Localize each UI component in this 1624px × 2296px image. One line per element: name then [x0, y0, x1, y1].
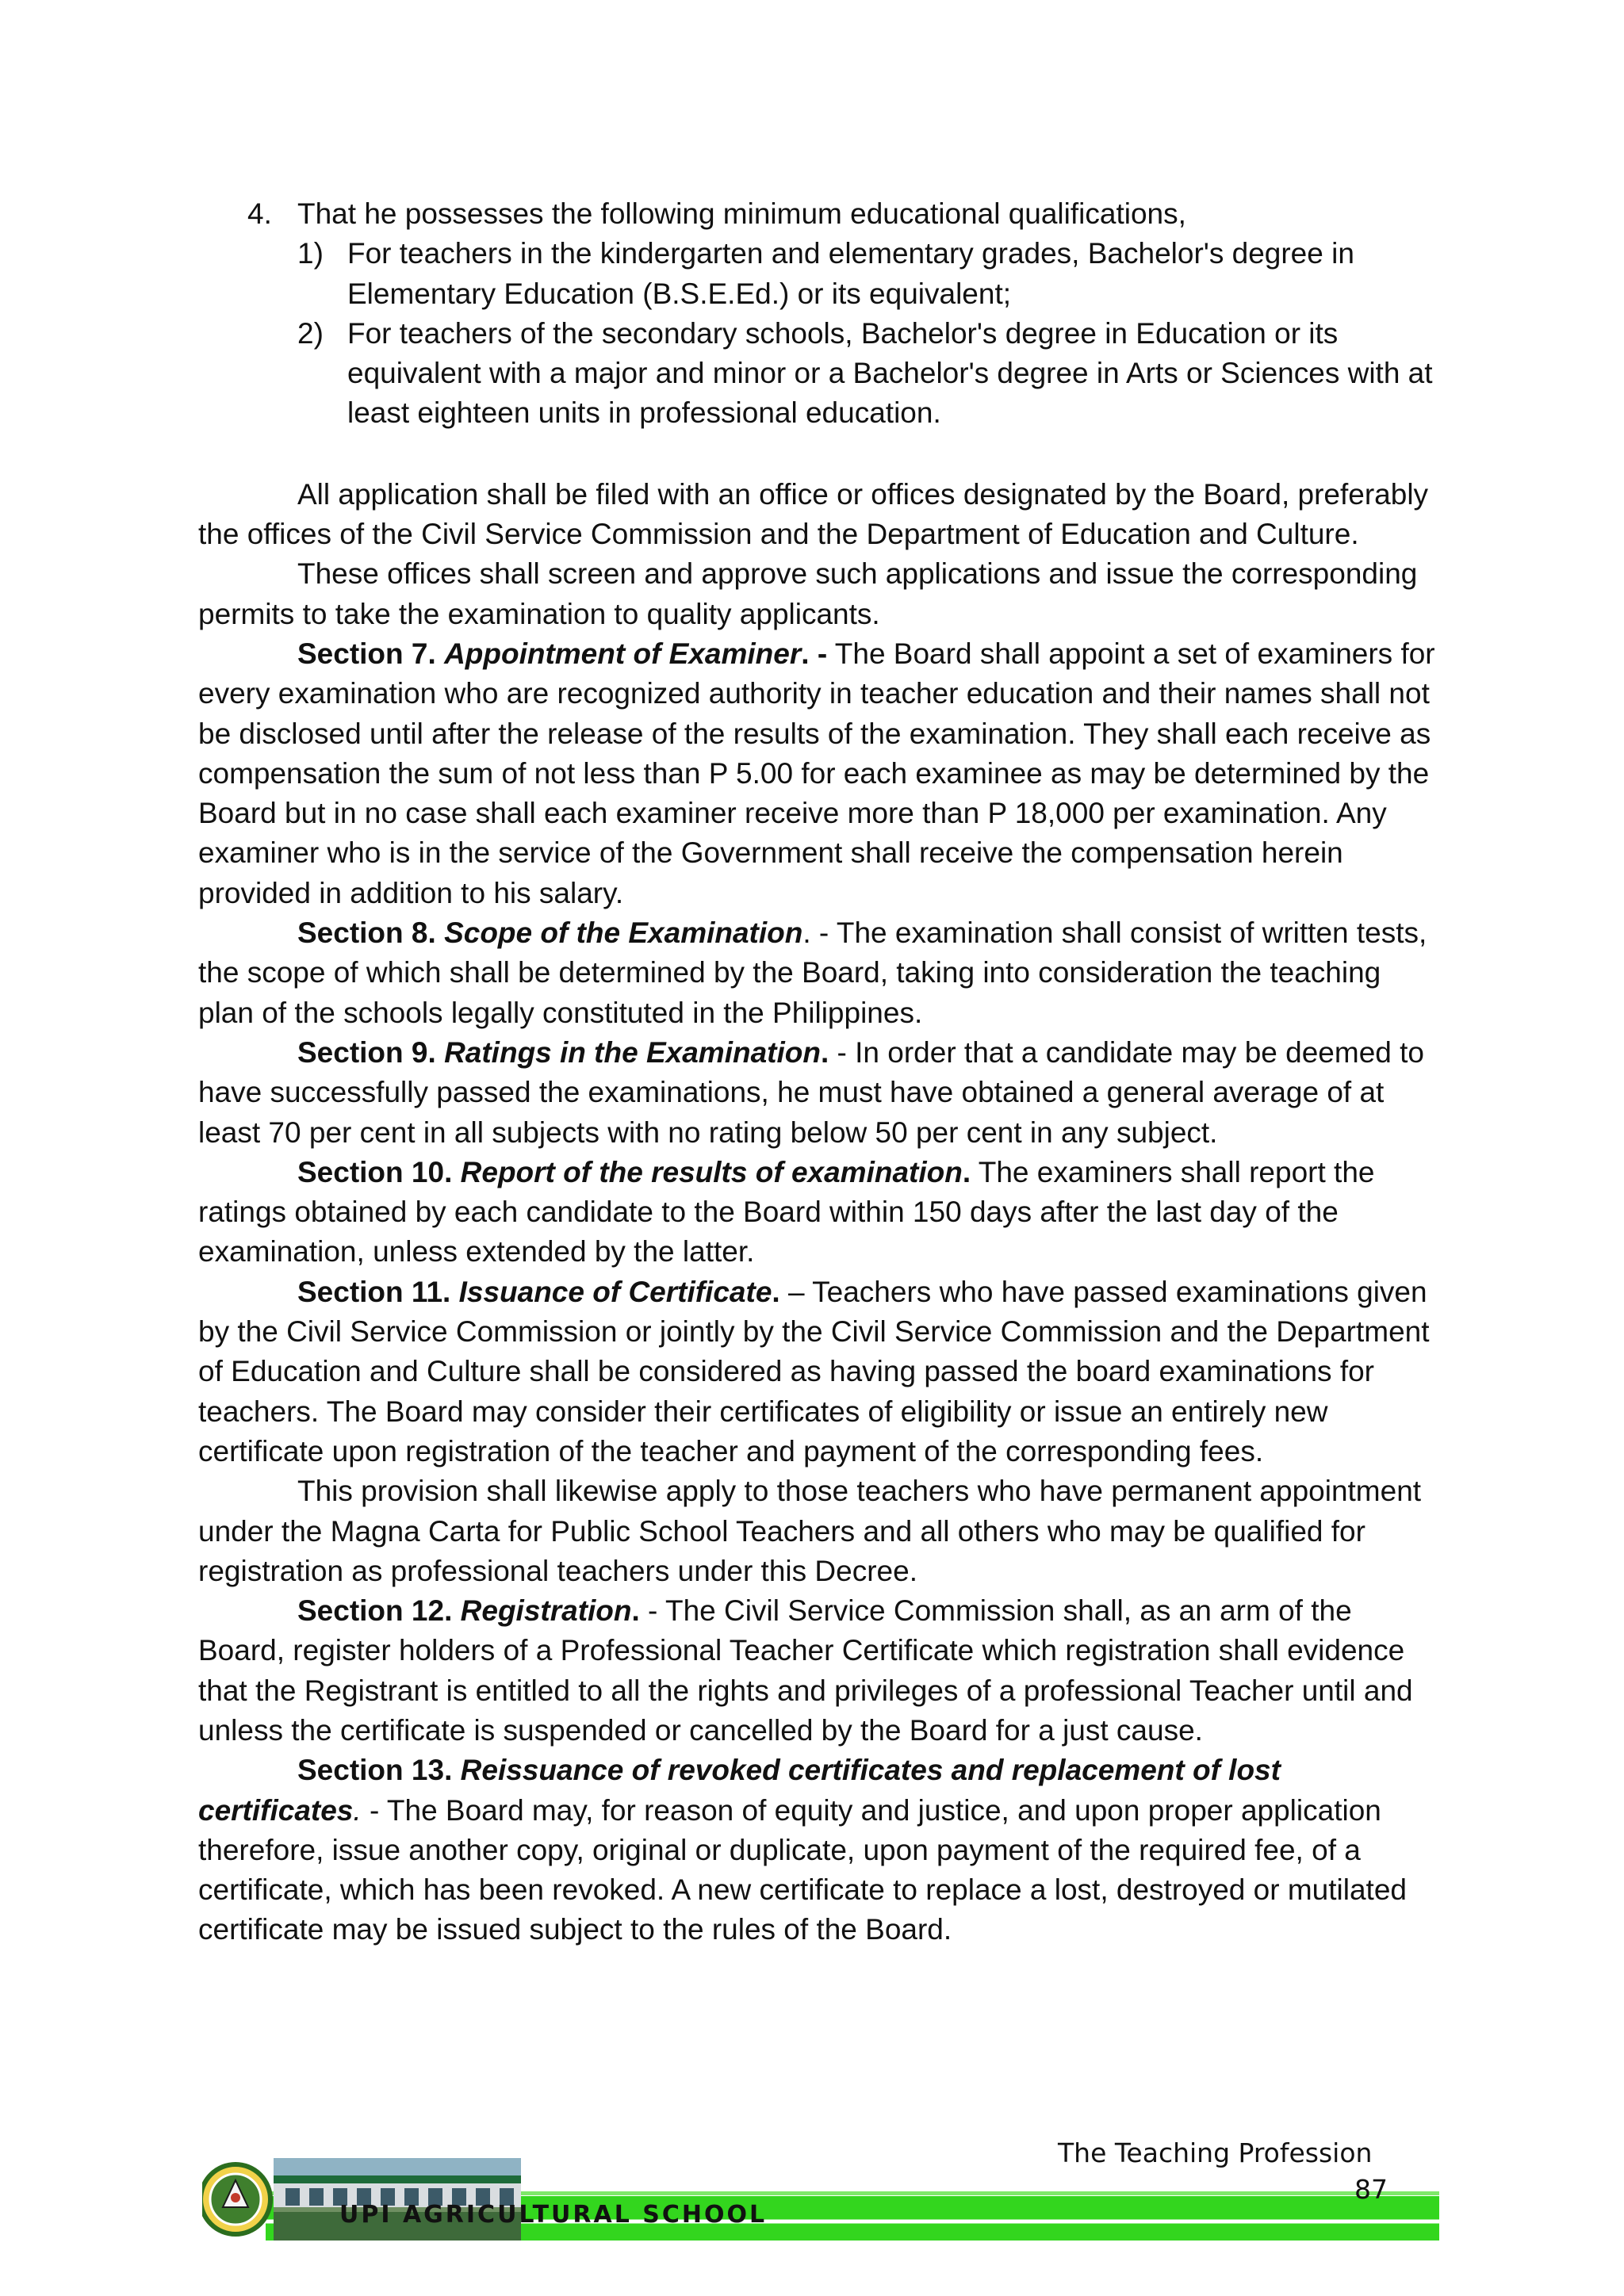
section-12	[198, 1591, 1443, 1751]
list-item-text: For teachers in the kindergarten and elementary grades, Bachelor's degree in Elementary Education (B.S.E.Ed.) or its equivalent;	[347, 237, 1354, 310]
page-body	[198, 194, 1443, 1950]
page-number: 87	[1354, 2174, 1388, 2205]
section-13	[198, 1751, 1443, 1950]
section-title: Issuance of Certificate	[458, 1275, 772, 1308]
section-label: Section 9.	[297, 1035, 436, 1069]
section-title: Report of the results of examination	[460, 1155, 963, 1188]
school-seal-logo	[202, 2164, 270, 2234]
footer-school-name: UPI AGRICULTURAL SCHOOL	[339, 2201, 768, 2229]
section-label: Section 12.	[297, 1594, 453, 1628]
section-separator: .	[962, 1155, 971, 1188]
section-label: Section 8.	[297, 916, 436, 950]
section-title: Appointment of Examiner	[444, 637, 802, 670]
section-body: . - The examination shall consist of written tests, the scope of which shall be determined by the Board, taking into consideration the teaching plan of the schools legally constituted in the Philippines.	[198, 916, 1427, 1029]
section-9	[198, 1033, 1443, 1153]
section-label: Section 10.	[297, 1155, 453, 1188]
section-separator: .	[631, 1594, 640, 1628]
sub-list-item-1	[198, 234, 1443, 314]
list-item-text: For teachers of the secondary schools, Bachelor's degree in Education or its equivalent with a major and minor or a Bachelor's degree in Arts or Sciences with at least eighteen units in professional education.	[347, 316, 1433, 430]
section-body: The examiners shall report the ratings obtained by each candidate to the Board within 150 days after the last day of the examination, unless extended by the latter.	[198, 1155, 1375, 1269]
list-number: 4.	[247, 197, 272, 230]
section-label: Section 13.	[297, 1754, 453, 1787]
list-number: 2)	[297, 316, 324, 350]
sub-list-item-2	[198, 314, 1443, 434]
section-title: Reissuance of revoked certificates and replacement of lost certificates	[198, 1754, 1281, 1827]
section-body: - The Civil Service Commission shall, as an arm of the Board, register holders of a Professional Teacher Certificate which registration shall evidence that the Registrant is entitled to all the rights and privileges of a professional Teacher until and unless the certificate is suspended or cancelled by the Board for a just cause.	[198, 1594, 1413, 1747]
section-body: – Teachers who have passed examinations given by the Civil Service Commission or jointly by the Civil Service Commission and the Department of Education and Culture shall be considered as having passed the board examinations for teachers. The Board may consider their certificates of eligibility or issue an entirely new certificate upon registration of the teacher and payment of the corresponding fees.	[198, 1275, 1430, 1468]
section-body: - The Board may, for reason of equity and justice, and upon proper application therefore, issue another copy, original or duplicate, upon payment of the required fee, of a certificate, which has been revoked. A new certificate to replace a lost, destroyed or mutilated certificate may be issued subject to the rules of the Board.	[198, 1793, 1407, 1946]
paragraph-gap	[198, 434, 1443, 475]
section-separator: .	[353, 1793, 362, 1827]
section-separator: . -	[801, 637, 828, 670]
section-separator: .	[820, 1035, 829, 1069]
section-title: Ratings in the Examination	[444, 1035, 821, 1069]
list-number: 1)	[297, 237, 324, 270]
section-body: The Board shall appoint a set of examiners for every examination who are recognized authority in teacher education and their names shall not be disclosed until after the release of the results of the examination. They shall each receive as compensation the sum of not less than P 5.00 for each examinee as may be determined by the Board but in no case shall each examiner receive more than P 18,000 per examination. Any examiner who is in the service of the Government shall receive the compensation herein provided in addition to his salary.	[198, 637, 1435, 909]
section-title: Scope of the Examination	[444, 916, 803, 950]
section-title: Registration	[460, 1594, 632, 1628]
section-separator: .	[772, 1275, 780, 1308]
list-item-text: That he possesses the following minimum educational qualifications,	[297, 197, 1186, 230]
section-8	[198, 913, 1443, 1033]
section-7	[198, 634, 1443, 913]
list-item-4	[198, 194, 1443, 234]
paragraph-applications: All application shall be filed with an office or offices designated by the Board, preferably the offices of the Civil Service Commission and the Department of Education and Culture.	[198, 477, 1429, 551]
section-11	[198, 1272, 1443, 1471]
footer-book-title: The Teaching Profession	[1058, 2137, 1373, 2168]
paragraph-provision: This provision shall likewise apply to those teachers who have permanent appointment under the Magna Carta for Public School Teachers and all others who may be qualified for registration as professional teachers under this Decree.	[198, 1475, 1422, 1587]
section-label: Section 7.	[297, 637, 436, 670]
section-10	[198, 1153, 1443, 1272]
paragraph-offices: These offices shall screen and approve such applications and issue the corresponding permits to take the examination to quality applicants.	[198, 557, 1418, 630]
section-label: Section 11.	[297, 1275, 451, 1308]
section-body: - In order that a candidate may be deemed to have successfully passed the examinations, he must have obtained a general average of at least 70 per cent in all subjects with no rating below 50 per cent in any subject.	[198, 1035, 1424, 1149]
